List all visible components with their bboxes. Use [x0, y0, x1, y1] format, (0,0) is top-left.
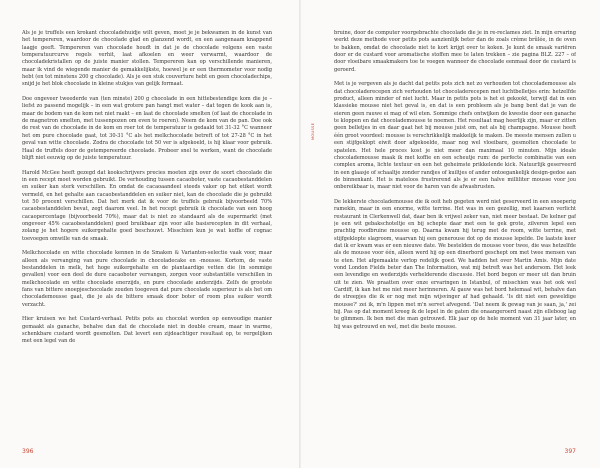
right-paragraph-1: bruine, door de computer voorgebrachte chocolade die je in re-reclames ziet. In mijn ervaring werkt deze methode voor petits pots aanzienlijk beter dan de zoals crème brûlée, in de oven te bakken, omdat de chocolade niet te kort krijgt over te koken. Je kunt de smaak variëren door er de custard voor aromatische stoffen mee te laten trekken – zie pagina BLZ. 227 – of door vloeibare smaakmakers toe te voegen wanneer de chocolade eenmaal door de custard is geroerd. — [334, 30, 576, 73]
right-page-number: 397 — [564, 448, 576, 455]
right-paragraph-3: De lekkerste chocolademousse die ik ooit heb gegeten werd niet geserveerd in een snoeperig ramekin, maar in een enorme, witte terrine. Het was in een gezellig, met kaarsen verlicht restaurant in Clerkenwell dat, daar ben ik vrijwel zeker van, niet meer bestaat. De kelner gaf je een wit gebakschoteltje en bij schepte daar met een te gek grote, zilveren lepel een prachtig roodbruine mousse op. Daarna kwam hij terug met de room, witte terrine, met stijfgeklopte slagroom, waarvan hij een generouse dot op de mousse lepelde. De laatste keer dat ik er kwam was er een nieuwe date. We bestelden de mousse voor twee, die was hetzelfde als de mousse voor één, alleen werd hij op een dinerbord geschept om met twee mensen van te eten. Het afgemaakte verlop redelijk goed. We hadden het over Martin Amis. Mijn date vond London Fields beter dan The Information, wat mij betreft was het andersom. Het leek een levendige en wederzijds verhelderende discussie. Het bord begon er meer uit dan bruin uit te zien. We praatten over onze ervaringen in Istanbul, of misschien was het ook wel Cardiff, ik kan het me niet meer herinneren. Al gauw was het bord helemaal wit, behalve dan de streepjes die ik er nog met mijn wijsvinger af had gehaald. 'Is dit niet een geweldige mousse?' zei ik, m'n lippen met m'n servet afvegend. 'Dat neem ik gewag van je saan, ja,' zei hij. Pas op dat moment kreeg ik de lepel in de gaten die onaangeroerd naast zijn elleboog lag te glimmen. Ik ben met die man getrouwd. Elk jaar op de hele moment van 31 jaar later, en hij was getrouwd en wel, met die beste mousse. — [334, 198, 576, 330]
right-page-body — [334, 30, 576, 440]
margin-note-mousse: MOUSSE — [311, 122, 315, 140]
right-page — [301, 0, 600, 468]
right-paragraph-2: Met is je vergeven als je dacht dat petits pots zich net zo verhouden tot chocolademousse als dat chocoladerecepen zich verhouden tot chocoladerecepen met luchtbelletjes erin: hetzelfde product, alleen minder of niet lucht. Maar in petits pots is het ei gekookt, terwijl dat in een klassieke mousse niet het geval is, en dat is een probleem als je bang bent dat je van de eieren geen rauwe ei mag of wil eten. Sommige chefs ontwijken de kwestie door een ganache te kloppen en dat chocolademousse te noemen. Het resultaat mag heerlijk zijn, maar er zitten geen belletjes in en daar gaat het bij mousse juist om, net als bij champagne. Mousse heeft één groot voordeel: mousse is verschrikkelijk makkelijk te maken. De meeste mensen zullen u een stijfgeklopt eiwit door afgekoelde, maar nog wel vloeibare, gesmolten chocolade te spatelen. Het hele proces kost je niet meer dan maximaal 10 minuten. Mijn ideale chocolademousse maak ik met koffie en een scheutje rum: de perfecte combinatie van een complex aroma, lichte textuur en een het geheimste prikkelende kick. Natuurlijk geserveerd in een glaasje of schaaltje zonder randjes of kuiltjes of ander ontoegankelijk design-gedoe aan de binnenkant. Het is mateloos frustrerend als je er een halve milliliter mousse voor jou onbereikbaar is, maar niet voor de haren van de afwasbrusten. — [334, 81, 576, 191]
left-paragraph-4: Melkchocolade en witte chocolade kennen in de Smaken & Varianten-selectie vaak voor, maar alleen als vervanging van pure chocolade in chocoladecake en -mousse. Kortom, de vaste bestanddelen in melk, het hoge suikergehalte en de plantaardige vetten die (in sommige gevallen) voor een deel de dure cacaoboter vervangen, zorgen voor substantiële verschillen in melkchocolade en witte chocolade enerzijds, en pure chocolade anderzijds. Zelfs de grootste fans van bittere snoepjeschocolade zouden toegeven dat pure chocolade superieur is als het om chocolademousse gaat, die je als de bittere smaak door boter of room plus suiker wordt verzacht. — [22, 250, 272, 308]
left-page — [0, 0, 299, 468]
left-paragraph-2: Doe ongeveer tweederde van (ten minste) 200 g chocolade in een hittebestendige kom die je – liefst zo passend mogelijk – in een wat grotere pan hangt met water – dat tegen de kook aan is, maar de bodem van de kom net niet raakt – en laat de chocolade smelten (of laat de chocolade in de magnetron smelten, met tussenpozen om even te roeren). Neem de kom van de pan. Doe ook de rest van de chocolade in de kom en roer tot de temperatuur is gedaald tot 31-32 °C wanneer het om pure chocolade gaat, tot 30-31 °C als het melkchocolade betreft of tot 27-28 °C in het geval van witte chocolade. Zodra de chocolade tot 50 ver is afgekoeld, is hij klaar voor gebruik. Haal de truffels door de getempereerde chocolade. Probeer snel te werken, want de chocolade blijft niet eeuwig op de juiste temperatuur. — [22, 96, 272, 161]
left-paragraph-3: Harold McGee heeft gezegd dat kookschrijvers precies moeten zijn over de soort chocolade die in een recept moet worden gebruikt. De verhouding tussen cacaoboter, vaste cacaobestanddelen en suiker kan sterk verschillen. En omdat de cacaoaandeel steeds vaker op het etiket wordt vermeld, en het gehalte aan cacaobestanddelen en suiker niet, kan de chocolade die je gebruikt tot 50 procent verschillen. Dat het merk dat ik voor de truffels gebruik bijvoorbeeld 70% cacaobestanddelen bevat, zegt daarom veel. In het recept gebruik ik chocolade van een hoog cacaopercentage (bijvoorbeeld 70%), maar dat is niet zo standaard als de supermarkt (met ongeveer 45% cacaobestanddelen) goed bruikbaar zijn voor alle basisrecepten in dit verhaal, zolang je het hogere suikergehalte goed beschouwt. Misschien kun je wat koffie of cognac toevoegen omwille van de smaak. — [22, 169, 272, 242]
left-paragraph-1: Als je je truffels een krokant chocoladehuidje wilt geven, moet je je bekwamen in de kunst van het tempereren, waardoor de chocolade glad en glanzend wordt, en een aangenaam knappend laagje geeft. Tempereren van chocolade houdt in dat je de chocolade volgens een vaste temperatuurcurve regels verhit, laat afkoelen en weer verwarmt, waardoor de chocoladekristallen op de juiste manier stollen. Tempereren kan op verschillende manieren, maar ik vind de wiegende manier de gemakkelijkste, hoewel je er een thermometer voor nodig hebt (en tot minstens 200 g chocolade). Als je een stuk couverture hebt en geen chocoladechips, snijd je het blok chocolade in kleine stukjes van gelijk formaat. — [22, 30, 272, 88]
left-page-number: 396 — [22, 448, 34, 455]
left-page-body — [22, 30, 272, 440]
left-paragraph-5: Hier kruisen we het Custard-verhaal. Petits pots au chocolat worden op eenvoudige manier gemaakt als ganache, behalve dan dat de chocolade niet in double cream, maar in warme, schenkbare custard wordt gesmolten. Dat levert een zijdeachtiger resultaat op, te vergelijken met een legel van de — [22, 316, 272, 345]
